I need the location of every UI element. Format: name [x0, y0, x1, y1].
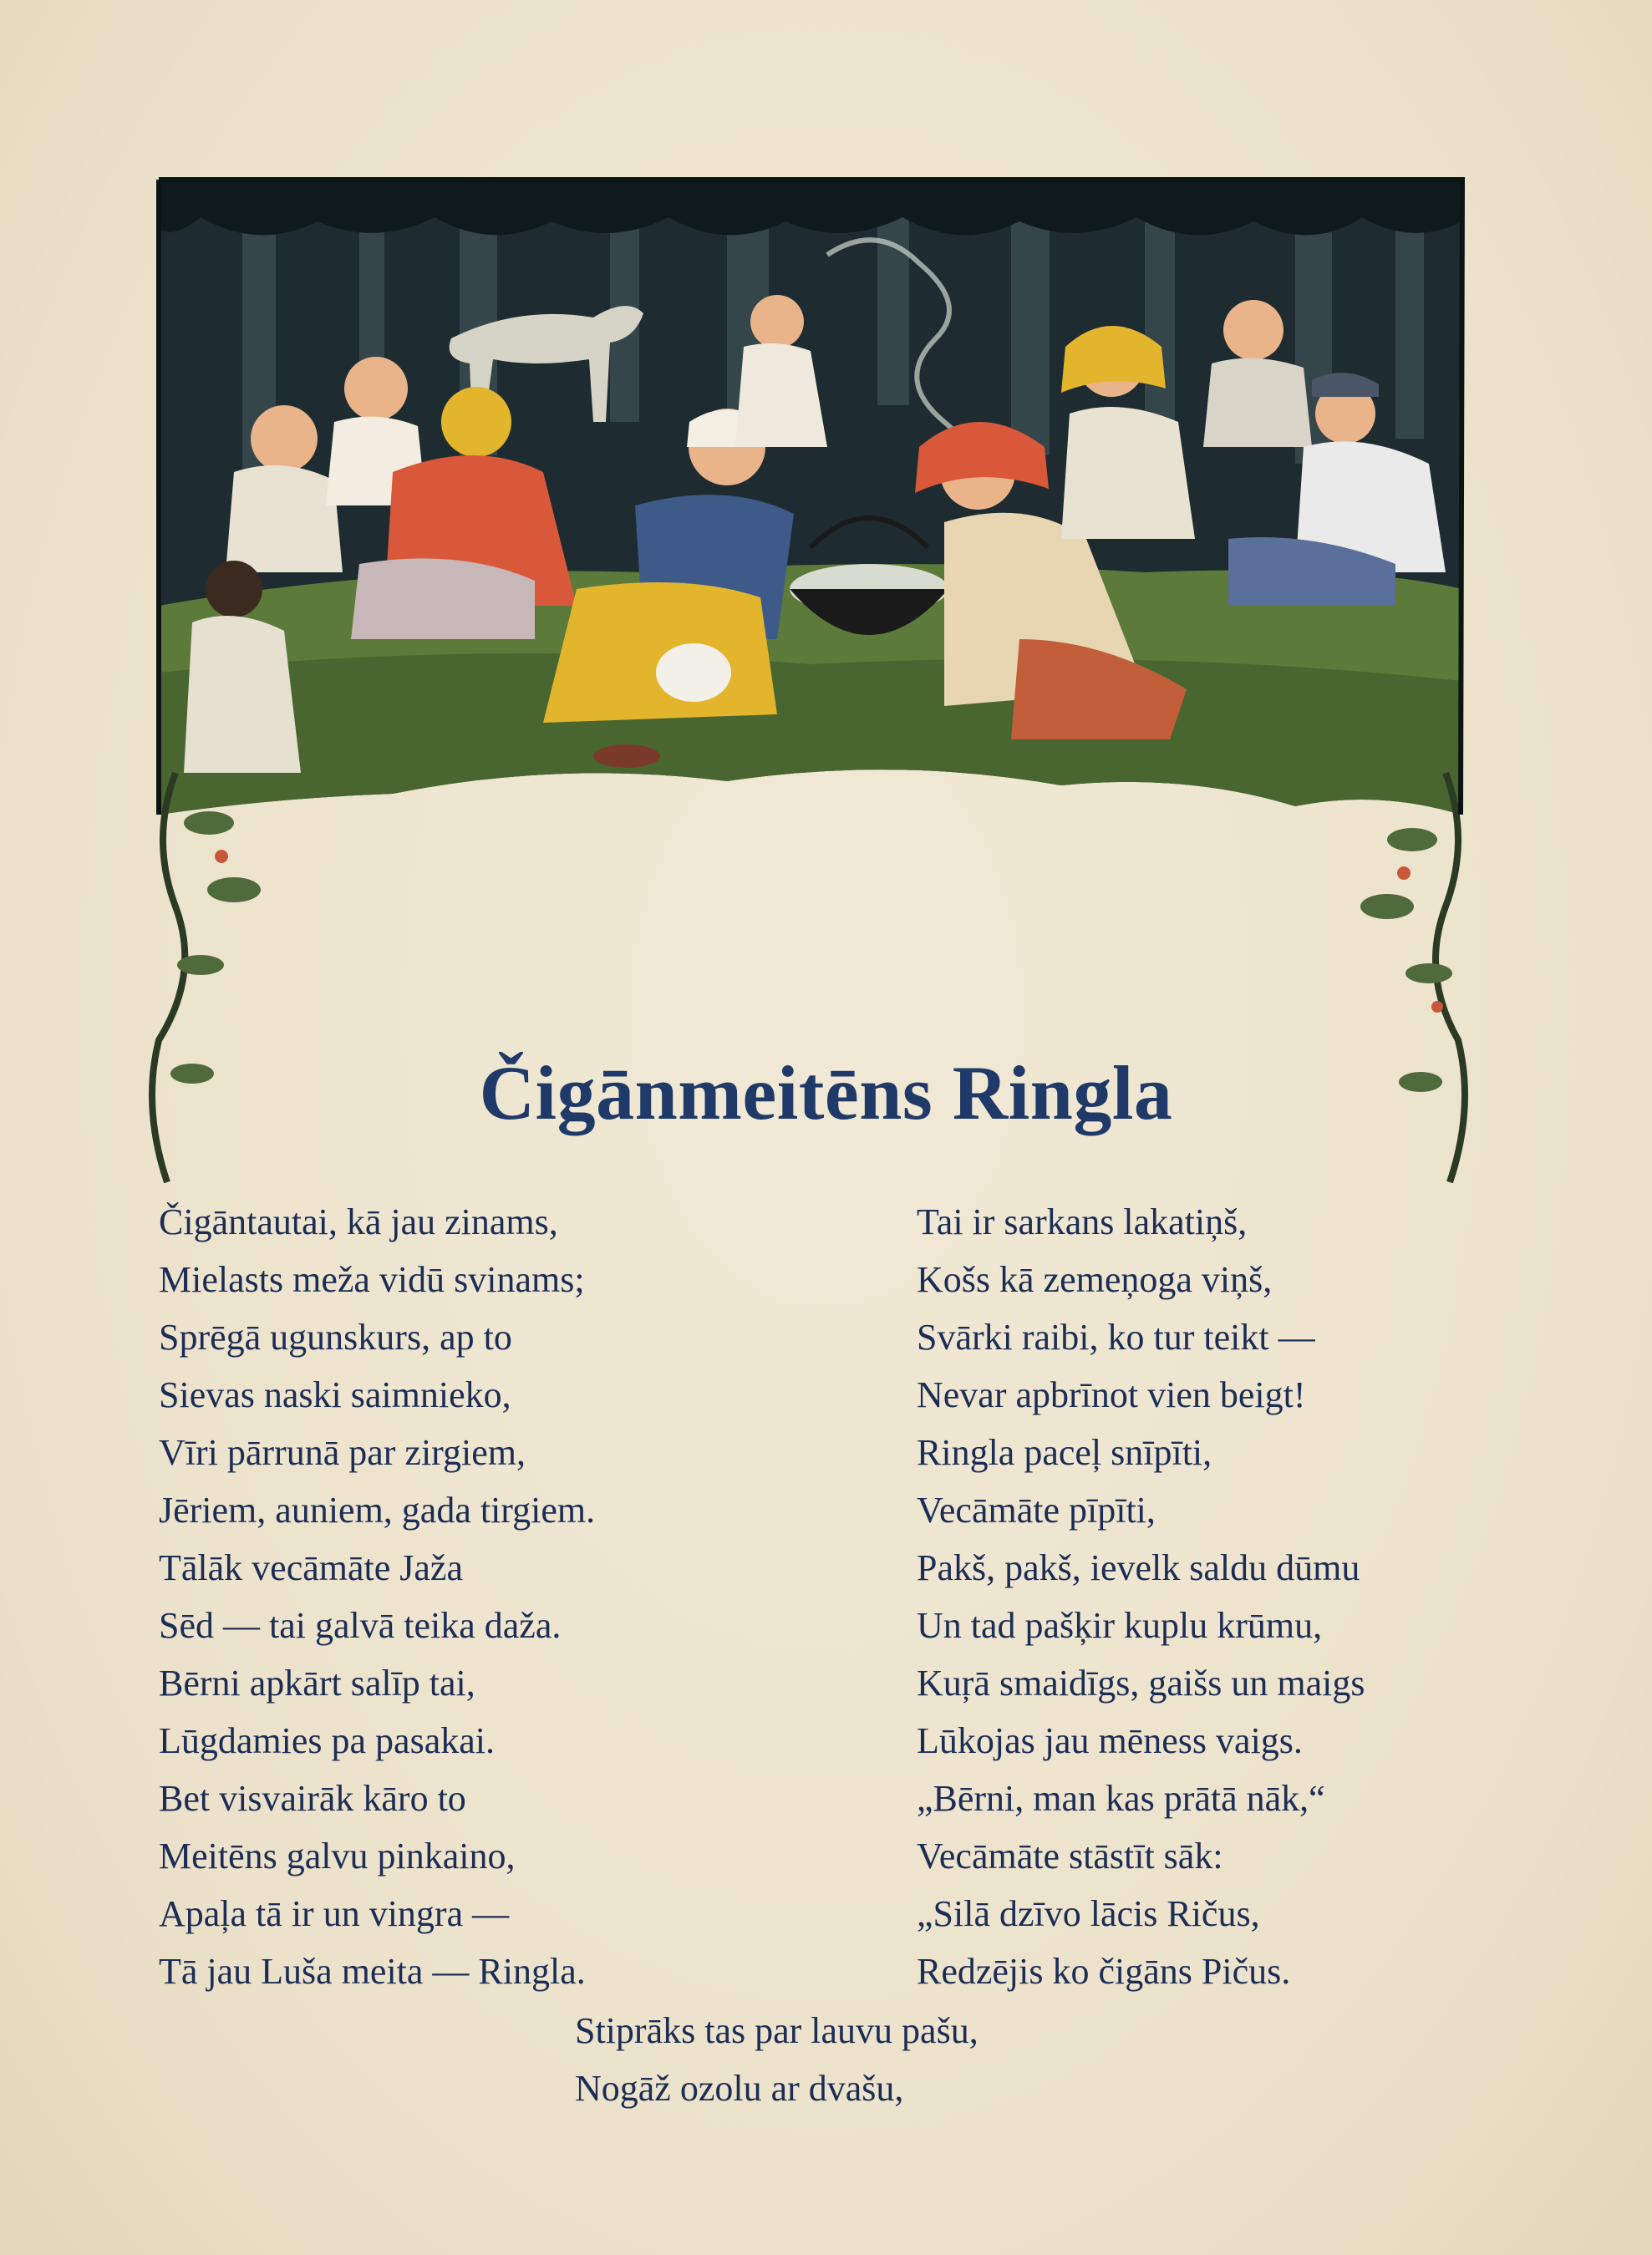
poem-line: Svārki raibi, ko tur teikt —: [917, 1317, 1315, 1358]
poem-line: Vīri pārrunā par zirgiem,: [159, 1432, 526, 1473]
poem-line: Apaļa tā ir un vingra —: [159, 1893, 510, 1934]
poem-line: Redzējis ko čigāns Pičus.: [917, 1951, 1291, 1992]
poem-line: Nevar apbrīnot vien beigt!: [917, 1374, 1306, 1415]
poem-line: Jēriem, auniem, gada tirgiem.: [159, 1490, 596, 1531]
poem-center-column: [575, 2002, 1243, 2117]
poem-line: Tālāk vecāmāte Jaža: [159, 1547, 463, 1588]
poem-line: Lūgdamies pa pasakai.: [159, 1720, 495, 1761]
poem-line: Vecāmāte stāstīt sāk:: [917, 1836, 1223, 1877]
poem-line: Lūkojas jau mēness vaigs.: [917, 1720, 1303, 1761]
poem-line: Vecāmāte pīpīti,: [917, 1490, 1156, 1531]
poem-line: Un tad pašķir kuplu krūmu,: [917, 1605, 1323, 1646]
page-title: Čigānmeitēns Ringla: [479, 1050, 1173, 1135]
poem-line: Tā jau Luša meita — Ringla.: [159, 1951, 586, 1992]
poem-line: Ringla paceļ snīpīti,: [917, 1432, 1212, 1473]
poem-line: Nogāž ozolu ar dvašu,: [575, 2068, 904, 2109]
poem-line: Sēd — tai galvā teika daža.: [159, 1605, 562, 1646]
poem-line: Košs kā zemeņoga viņš,: [917, 1259, 1273, 1300]
poem-line: Tai ir sarkans lakatiņš,: [917, 1201, 1248, 1242]
poem-line: Bet visvairāk kāro to: [159, 1778, 466, 1819]
poem-line: Bērni apkārt salīp tai,: [159, 1663, 475, 1704]
poem-line: Sprēgā ugunskurs, ap to: [159, 1317, 512, 1358]
poem-line: Meitēns galvu pinkaino,: [159, 1836, 516, 1877]
poem-line: Sievas naski saimnieko,: [159, 1374, 511, 1415]
poem-line: Stiprāks tas par lauvu pašu,: [575, 2010, 978, 2051]
poem-line: Mielasts meža vidū svinams;: [159, 1259, 585, 1300]
poem-right-column: [917, 1193, 1502, 2000]
poem-line: Čigāntautai, kā jau zinams,: [159, 1201, 558, 1242]
poem-line: Pakš, pakš, ievelk saldu dūmu: [917, 1547, 1360, 1588]
poem-line: „Bērni, man kas prātā nāk,“: [917, 1778, 1325, 1819]
poem-left-column: [159, 1193, 894, 2000]
poem-line: „Silā dzīvo lācis Ričus,: [917, 1893, 1260, 1934]
poem-line: Kuŗā smaidīgs, gaišs un maigs: [917, 1663, 1365, 1704]
